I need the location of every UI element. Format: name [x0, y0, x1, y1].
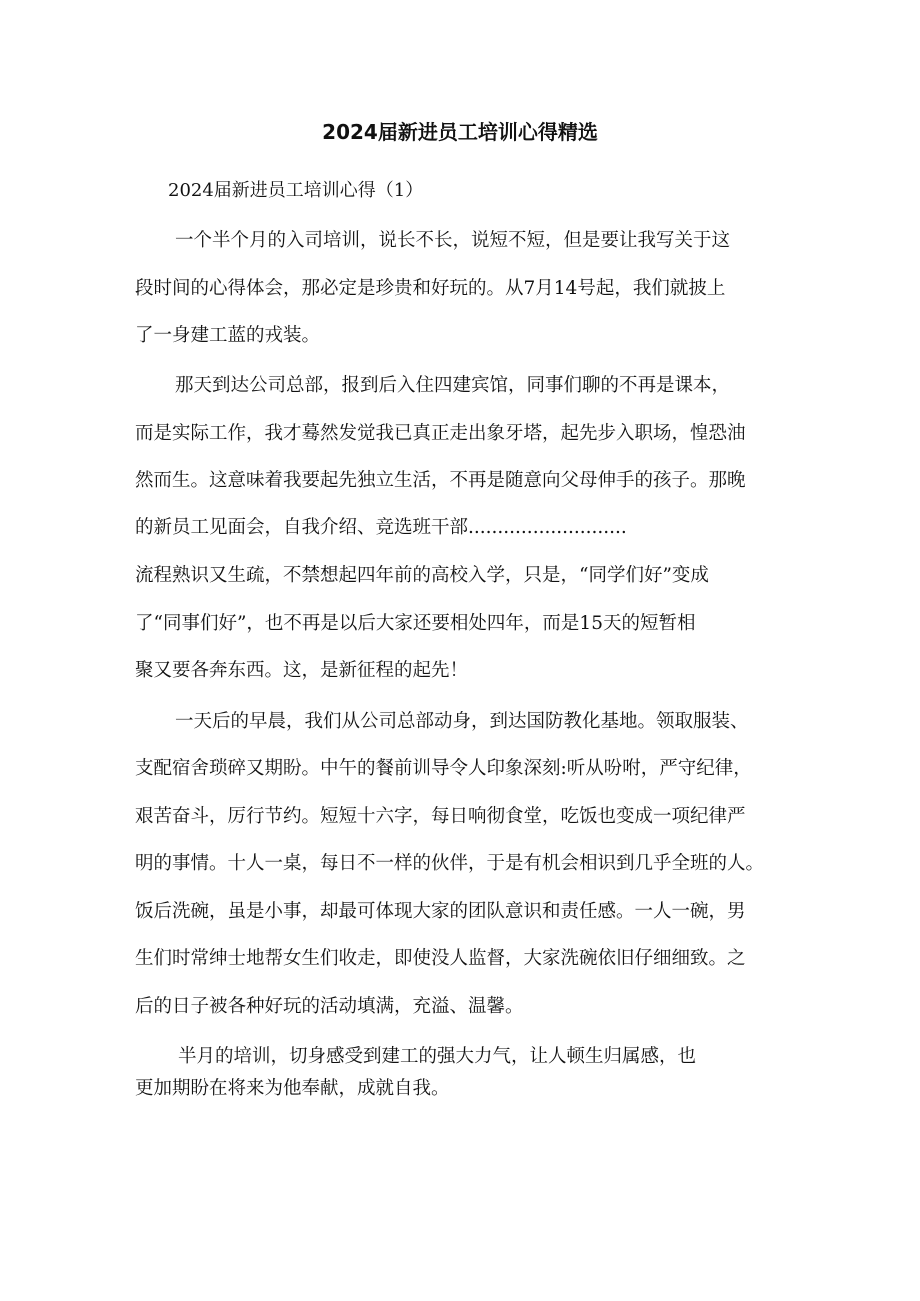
paragraph-line: 流程熟识又生疏，不禁想起四年前的高校入学，只是，“同学们好”变成: [135, 565, 709, 586]
paragraph-line: 支配宿舍琐碎又期盼。中午的餐前训导令人印象深刻:听从吩咐，严守纪律，: [135, 758, 752, 779]
paragraph-line: 饭后洗碗，虽是小事，却最可体现大家的团队意识和责任感。一人一碗，男: [135, 901, 746, 922]
paragraph-line: 半月的培训，切身感受到建工的强大力气，让人顿生归属感，也: [178, 1046, 697, 1067]
paragraph-line: 了一身建工蓝的戎装。: [135, 325, 321, 346]
paragraph-line: 艰苦奋斗，厉行节约。短短十六字，每日响彻食堂，吃饭也变成一项纪律严: [135, 806, 746, 827]
paragraph-line: 的新员工见面会，自我介绍、竞选班干部...........................: [135, 517, 627, 538]
paragraph-line: 一个半个月的入司培训，说长不长，说短不短，但是要让我写关于这: [175, 230, 731, 251]
document-title: 2024届新进员工培训心得精选: [322, 120, 598, 144]
paragraph-line: 更加期盼在将来为他奉献，成就自我。: [135, 1078, 450, 1099]
paragraph-line: 聚又要各奔东西。这，是新征程的起先！: [135, 660, 469, 681]
paragraph-line: 段时间的心得体会，那必定是珍贵和好玩的。从7月14号起，我们就披上: [135, 278, 726, 299]
paragraph-line: 了“同事们好”，也不再是以后大家还要相处四年，而是15天的短暂相: [135, 613, 696, 634]
paragraph-line: 那天到达公司总部，报到后入住四建宾馆，同事们聊的不再是课本，: [175, 375, 731, 396]
paragraph-line: 生们时常绅士地帮女生们收走，即使没人监督，大家洗碗依旧仔细细致。之: [135, 948, 746, 969]
paragraph-line: 明的事情。十人一桌，每日不一样的伙伴，于是有机会相识到几乎全班的人。: [135, 853, 765, 874]
document-subtitle: 2024届新进员工培训心得（1）: [168, 180, 424, 201]
paragraph-line: 而是实际工作，我才蓦然发觉我已真正走出象牙塔，起先步入职场，惶恐油: [135, 423, 746, 444]
paragraph-line: 然而生。这意味着我要起先独立生活，不再是随意向父母伸手的孩子。那晚: [135, 470, 746, 491]
paragraph-line: 一天后的早晨，我们从公司总部动身，到达国防教化基地。领取服装、: [175, 711, 749, 732]
paragraph-line: 后的日子被各种好玩的活动填满，充溢、温馨。: [135, 996, 524, 1017]
